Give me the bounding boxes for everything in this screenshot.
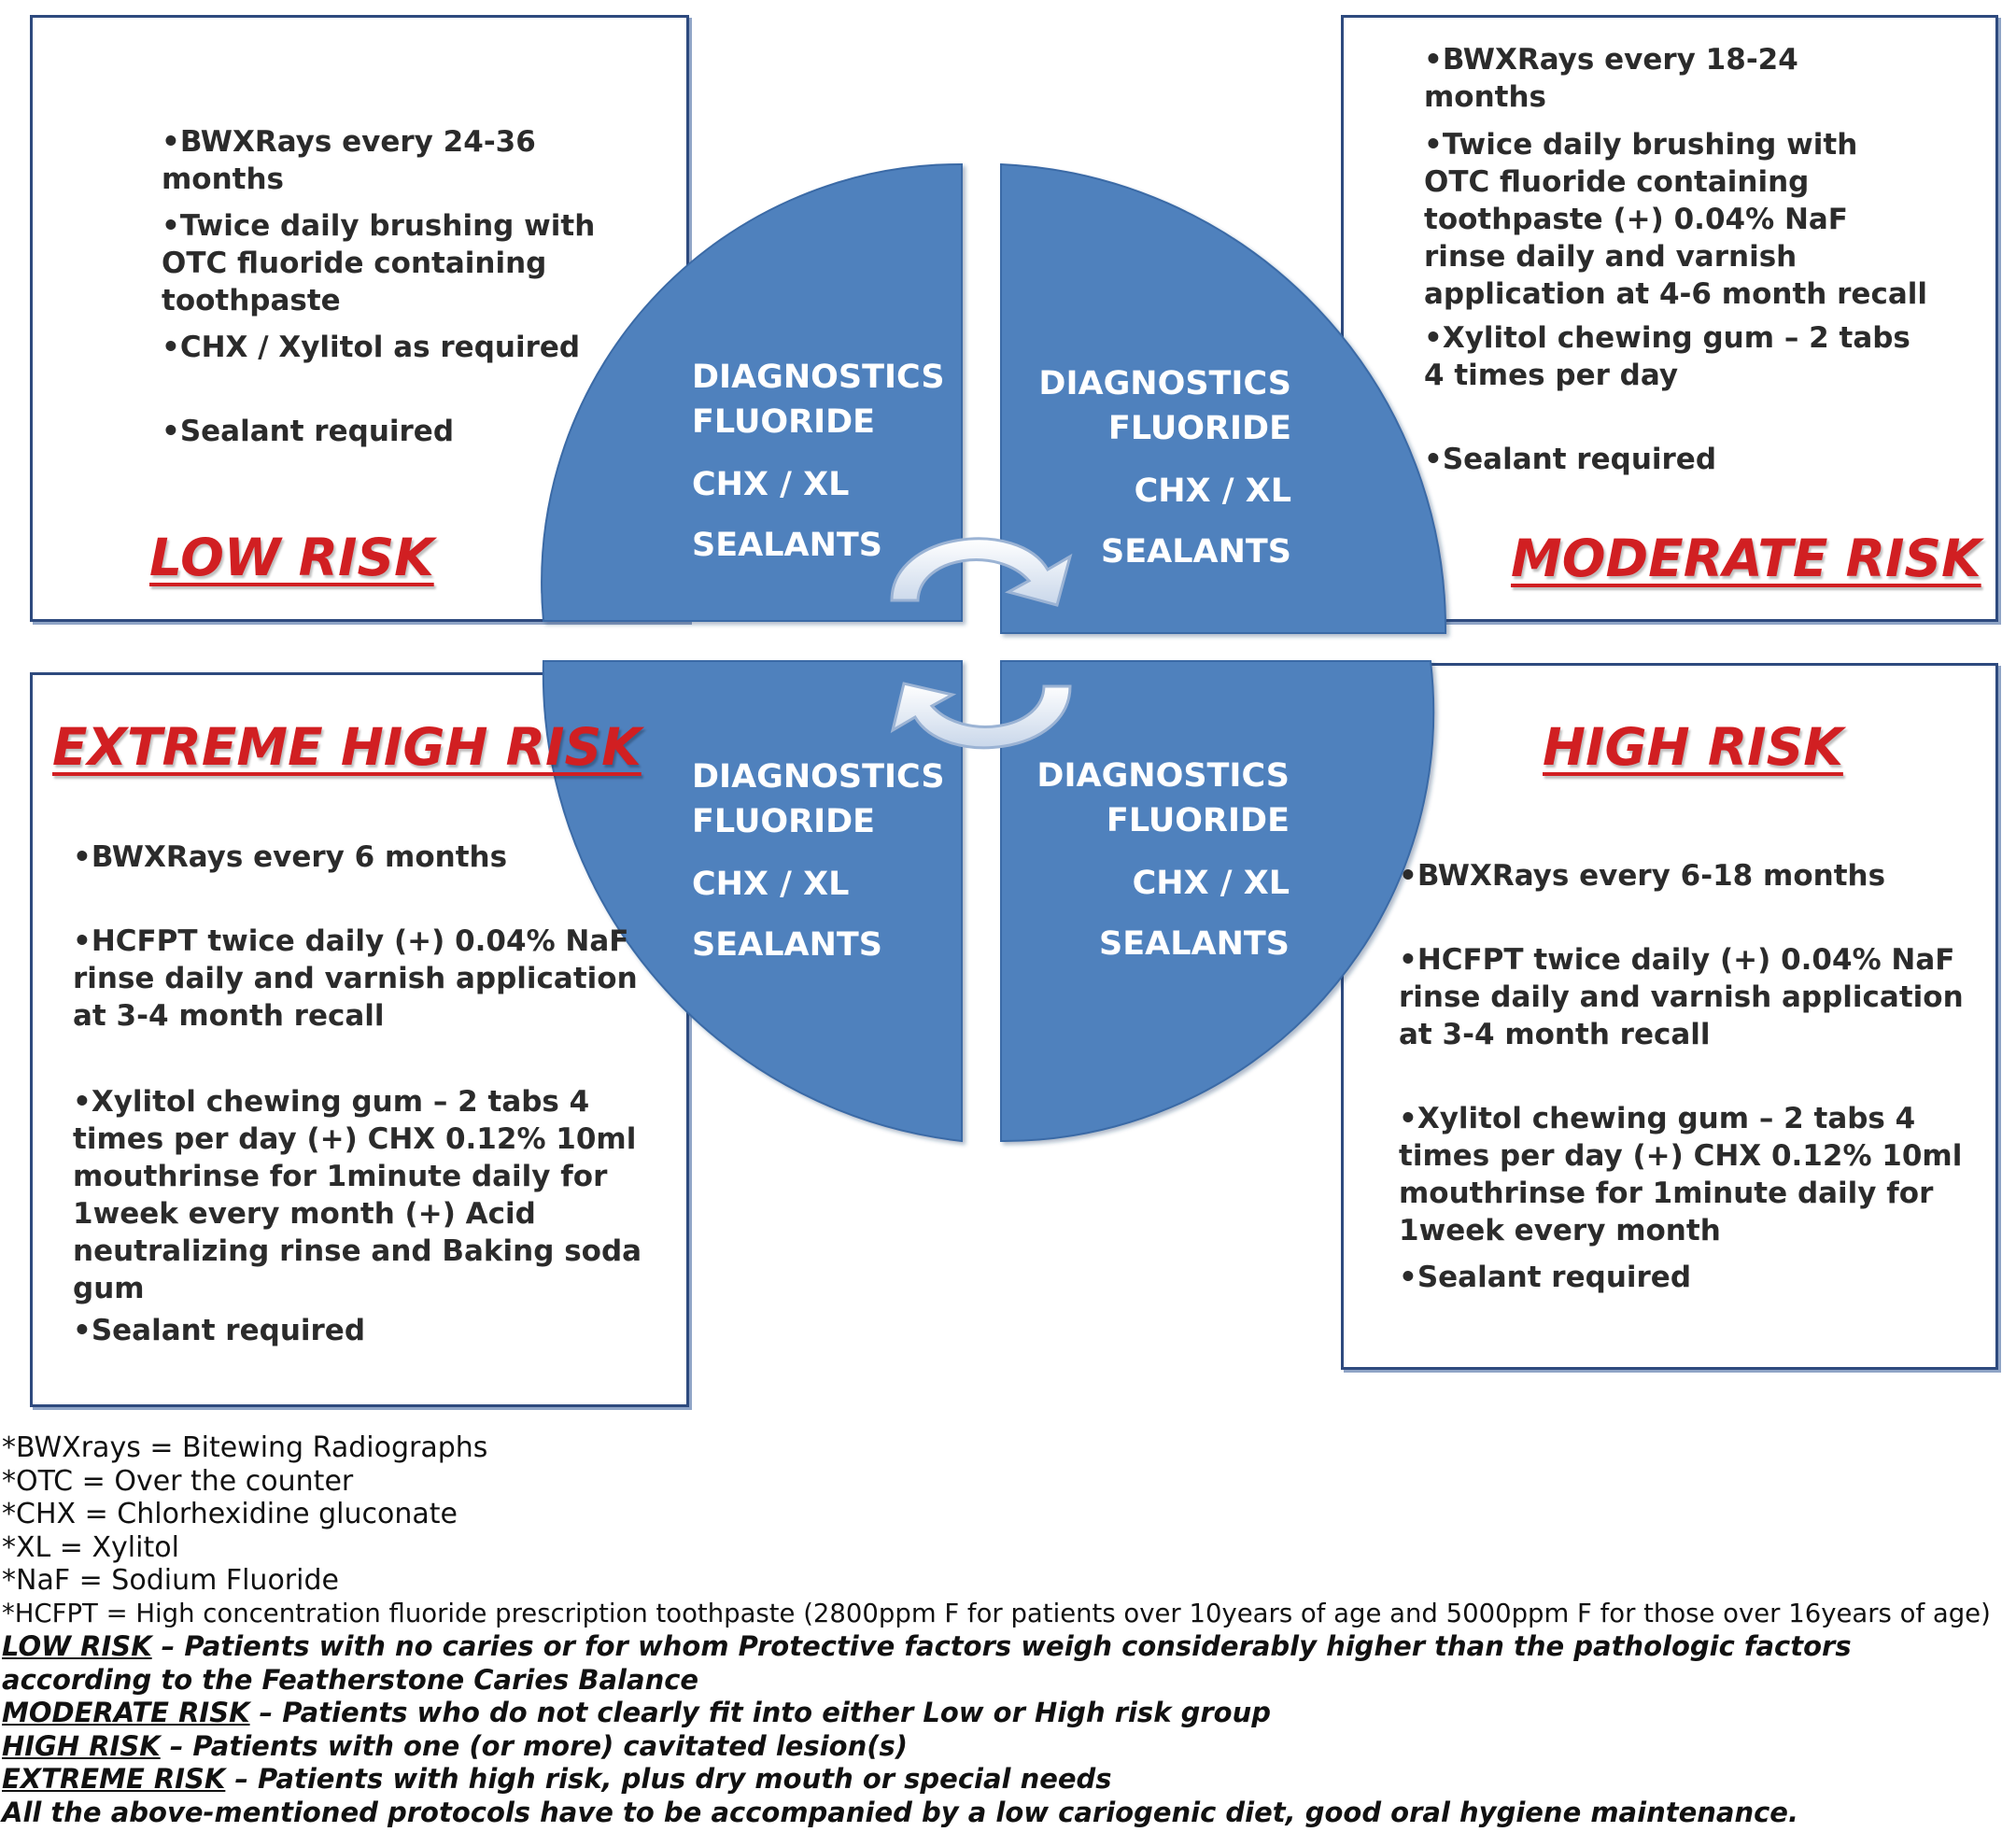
definition-text: – Patients with high risk, plus dry mouth or special needs [225,1763,1112,1795]
br-label-sealants: SEALANTS [1099,925,1290,963]
definition-text: – Patients with no caries or for whom Protective factors weigh considerably higher than the pathologic factors according to the Featherstone Caries Balance [2,1630,1852,1696]
tl-label-chx-xl: CHX / XL [692,466,850,503]
abbreviation-naf: *NaF = Sodium Fluoride [2,1564,339,1597]
high-risk-item-3: •Xylitol chewing gum – 2 tabs 4 times per day (+) CHX 0.12% 10ml mouthrinse for 1minute daily for 1week every month [1399,1102,1963,1247]
extreme-risk-item-2: •HCFPT twice daily (+) 0.04% NaF rinse daily and varnish application at 3-4 month recall [73,924,638,1033]
abbreviation-hcfpt: *HCFPT = High concentration fluoride prescription toothpaste (2800ppm F for patients over 10years of age and 5000ppm F for those over 16years of age) [2,1598,1991,1628]
br-label-diagnostics: DIAGNOSTICS [1036,757,1290,795]
bl-label-fluoride: FLUORIDE [692,803,876,840]
low-risk-title: LOW RISK [149,528,434,587]
br-label-fluoride: FLUORIDE [1106,802,1290,839]
tr-label-fluoride: FLUORIDE [1107,410,1291,447]
low-risk-item-3: •CHX / Xylitol as required [162,331,581,364]
abbreviation-otc: *OTC = Over the counter [2,1464,354,1498]
bl-label-diagnostics: DIAGNOSTICS [692,758,945,796]
abbreviation-chx: *CHX = Chlorhexidine gluconate [2,1498,458,1530]
definition-extreme-risk [2,1763,2009,1797]
moderate-risk-item-1: •BWXRays every 18-24 months [1424,43,1798,114]
tr-label-chx-xl: CHX / XL [1134,472,1291,510]
extreme-high-risk-title: EXTREME HIGH RISK [52,717,641,777]
high-risk-title: HIGH RISK [1543,717,1843,777]
definition-term: HIGH RISK [2,1729,161,1762]
extreme-risk-item-3: •Xylitol chewing gum – 2 tabs 4 times per day (+) CHX 0.12% 10ml mouthrinse for 1minute daily for 1week every month (+) Acid neutralizing rinse and Baking soda gum [73,1085,642,1305]
moderate-risk-item-2: •Twice daily brushing with OTC fluoride containing toothpaste (+) 0.04% NaF rinse daily and varnish application at 4-6 month recall [1424,128,1927,311]
low-risk-item-2: •Twice daily brushing with OTC fluoride containing toothpaste [162,209,596,317]
high-risk-item-2: •HCFPT twice daily (+) 0.04% NaF rinse daily and varnish application at 3-4 month recall [1399,943,1964,1051]
low-risk-item-1: •BWXRays every 24-36 months [162,125,536,196]
moderate-risk-item-3: •Xylitol chewing gum – 2 tabs 4 times per day [1424,321,1910,392]
definition-text: – Patients with one (or more) cavitated lesion(s) [160,1729,908,1762]
definition-high-risk [2,1730,2009,1764]
definition-term: LOW RISK [2,1630,152,1662]
footnotes [2,1431,2009,1829]
high-risk-item-1: •BWXRays every 6-18 months [1399,859,1886,893]
tr-label-diagnostics: DIAGNOSTICS [1038,365,1291,402]
definition-term: MODERATE RISK [2,1697,250,1728]
definition-low-risk [2,1630,2009,1697]
bl-label-chx-xl: CHX / XL [692,866,850,903]
moderate-risk-title: MODERATE RISK [1511,528,1981,588]
tr-label-sealants: SEALANTS [1101,533,1291,571]
tl-label-sealants: SEALANTS [692,527,882,564]
definition-moderate-risk [2,1697,2009,1730]
abbreviation-bwxrays: *BWXrays = Bitewing Radiographs [2,1431,488,1464]
extreme-risk-item-4: •Sealant required [73,1314,366,1347]
moderate-risk-item-4: •Sealant required [1424,443,1717,476]
low-risk-item-4: •Sealant required [162,415,455,448]
br-label-chx-xl: CHX / XL [1132,865,1290,902]
tl-label-diagnostics: DIAGNOSTICS [692,359,945,396]
bl-label-sealants: SEALANTS [692,926,882,964]
definition-term: EXTREME RISK [2,1763,226,1795]
extreme-risk-item-1: •BWXRays every 6 months [73,840,508,874]
closing-note: All the above-mentioned protocols have to be accompanied by a low cariogenic diet, good oral hygiene maintenance. [2,1796,1798,1828]
high-risk-item-4: •Sealant required [1399,1261,1692,1294]
definition-text: – Patients who do not clearly fit into either Low or High risk group [249,1697,1271,1728]
tl-label-fluoride: FLUORIDE [692,403,876,441]
abbreviation-xl: *XL = Xylitol [2,1530,179,1564]
